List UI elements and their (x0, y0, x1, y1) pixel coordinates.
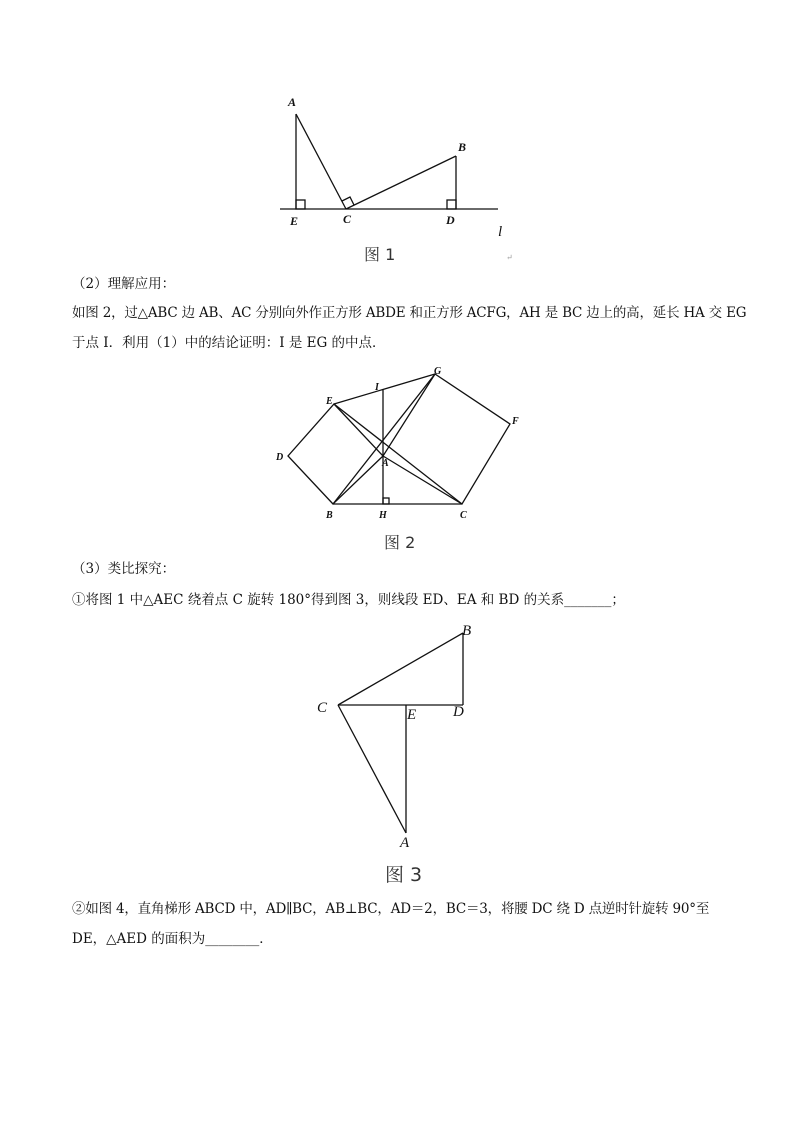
right-angle-H (383, 498, 389, 504)
label-I: I (375, 382, 379, 393)
label-A: A (382, 458, 389, 469)
figure-1-caption: 图 1 (364, 245, 396, 264)
label-E: E (407, 707, 417, 723)
label-B: B (462, 623, 472, 639)
figure-2-diagram (270, 360, 530, 525)
question-1: ①将图 1 中△AEC 绕着点 C 旋转 180°得到图 3，则线段 ED、EA 和 BD 的关系_______； (72, 592, 625, 608)
segment-EC (334, 404, 462, 504)
label-D: D (276, 452, 284, 463)
label-B: B (326, 510, 333, 521)
label-D: D (453, 704, 464, 720)
segment-EG (334, 374, 435, 404)
figure-3-diagram (300, 615, 500, 850)
question-2-line-2: DE，△AED 的面积为________． (72, 931, 273, 947)
segment-BG (333, 374, 435, 504)
label-A: A (400, 835, 410, 850)
label-C: C (343, 212, 352, 226)
figure-2-caption: 图 2 (384, 533, 416, 552)
right-angle-D (447, 200, 456, 209)
label-C: C (460, 510, 467, 521)
section-3-heading: （3）类比探究： (72, 561, 176, 577)
segment-CA (338, 705, 406, 833)
segment-CB (338, 633, 463, 705)
label-D: D (446, 213, 455, 227)
segment-CB (346, 156, 456, 209)
label-C: C (317, 700, 328, 716)
label-B: B (458, 140, 467, 154)
figure-1-diagram (270, 90, 520, 265)
label-l: l (498, 224, 503, 240)
question-2-line-1: ②如图 4，直角梯形 ABCD 中，AD∥BC，AB⊥BC，AD＝2，BC＝3，将腰 DC 绕 D 点逆时针旋转 90°至 (72, 901, 710, 917)
figure-3-caption: 图 3 (385, 864, 423, 886)
return-mark: ↵ (506, 253, 513, 262)
label-F: F (512, 416, 519, 427)
label-E: E (290, 214, 299, 228)
right-angle-E (296, 200, 305, 209)
label-E: E (326, 396, 333, 407)
label-A: A (288, 95, 297, 109)
segment-AC (296, 114, 346, 209)
square-ABDE (288, 404, 383, 504)
label-G: G (434, 366, 442, 377)
label-H: H (379, 510, 387, 521)
section-2-line-1: 如图 2，过△ABC 边 AB、AC 分别向外作正方形 ABDE 和正方形 ACFG，AH 是 BC 边上的高，延长 HA 交 EG (72, 305, 747, 321)
section-2-heading: （2）理解应用： (72, 276, 176, 292)
section-2-line-2: 于点 I．利用（1）中的结论证明：I 是 EG 的中点． (72, 335, 386, 351)
square-ACFG (383, 374, 510, 504)
